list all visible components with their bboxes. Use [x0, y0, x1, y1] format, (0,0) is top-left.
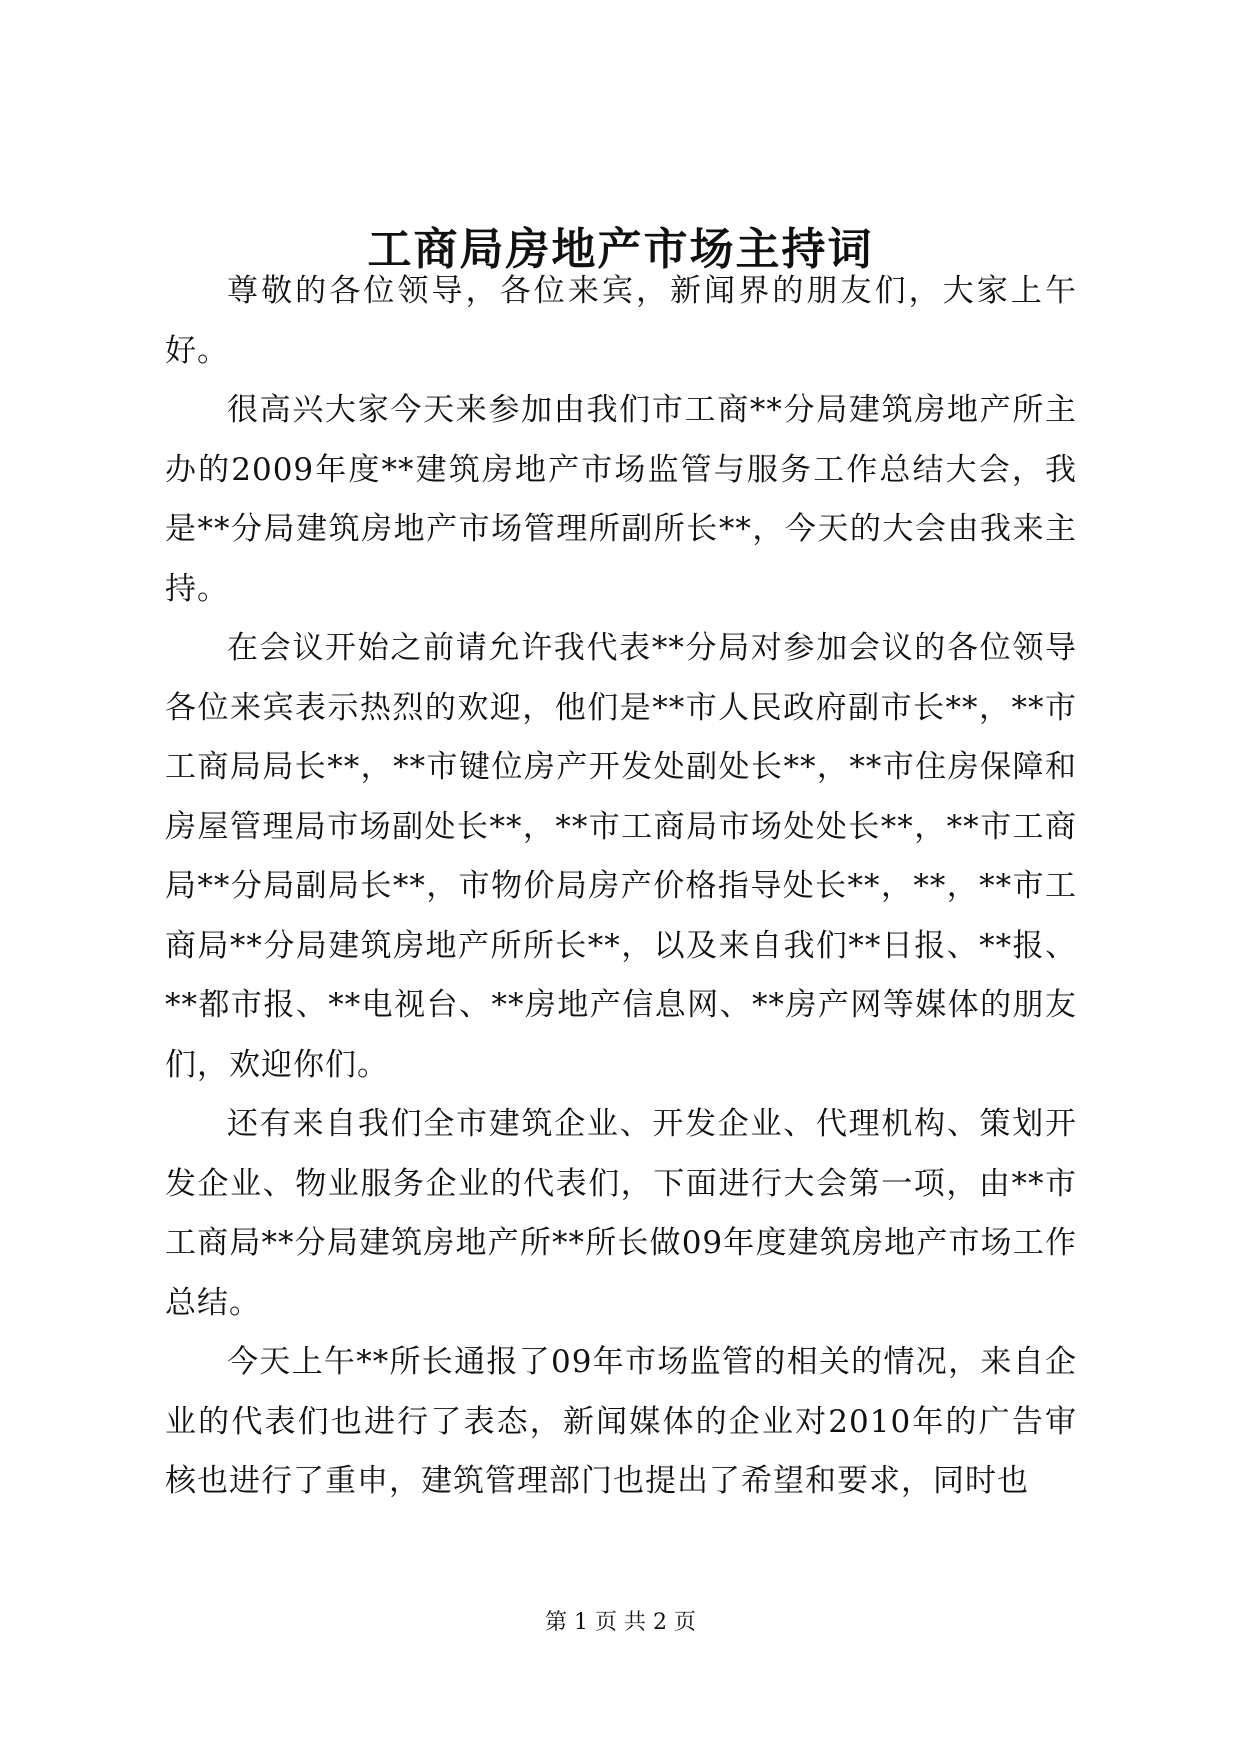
paragraph-introduction: 很高兴大家今天来参加由我们市工商**分局建筑房地产所主办的2009年度**建筑房地产市场监管与服务工作总结大会，我是**分局建筑房地产市场管理所副所长**，今天的大会由我来主持。 [165, 392, 1077, 607]
paragraph-summary: 今天上午**所长通报了09年市场监管的相关的情况，来自企业的代表们也进行了表态，新闻媒体的企业对2010年的广告审核也进行了重申，建筑管理部门也提出了希望和要求，同时也 [165, 1344, 1077, 1499]
document-body [165, 262, 1077, 1512]
document-title: 工商局房地产市场主持词 [367, 224, 874, 275]
paragraph-greeting: 尊敬的各位领导，各位来宾，新闻界的朋友们，大家上午好。 [165, 273, 1077, 369]
paragraph-agenda: 还有来自我们全市建筑企业、开发企业、代理机构、策划开发企业、物业服务企业的代表们，下面进行大会第一项，由**市工商局**分局建筑房地产所**所长做09年度建筑房地产市场工作总结。 [165, 1106, 1077, 1321]
paragraph-welcome-guests: 在会议开始之前请允许我代表**分局对参加会议的各位领导各位来宾表示热烈的欢迎，他们是**市人民政府副市长**，**市工商局局长**，**市键位房产开发处副处长**，**市住房保障和房屋管理局市场副处长**，**市工商局市场处处长**，**市工商局**分局副局长**，市物价局房产价格指导处长**，**，**市工商局**分局建筑房地产所所长**，以及来自我们**日报、**报、**都市报、**电视台、**房地产信息网、**房产网等媒体的朋友们，欢迎你们。 [165, 630, 1077, 1083]
page-number-footer: 第 1 页 共 2 页 [545, 1610, 696, 1635]
